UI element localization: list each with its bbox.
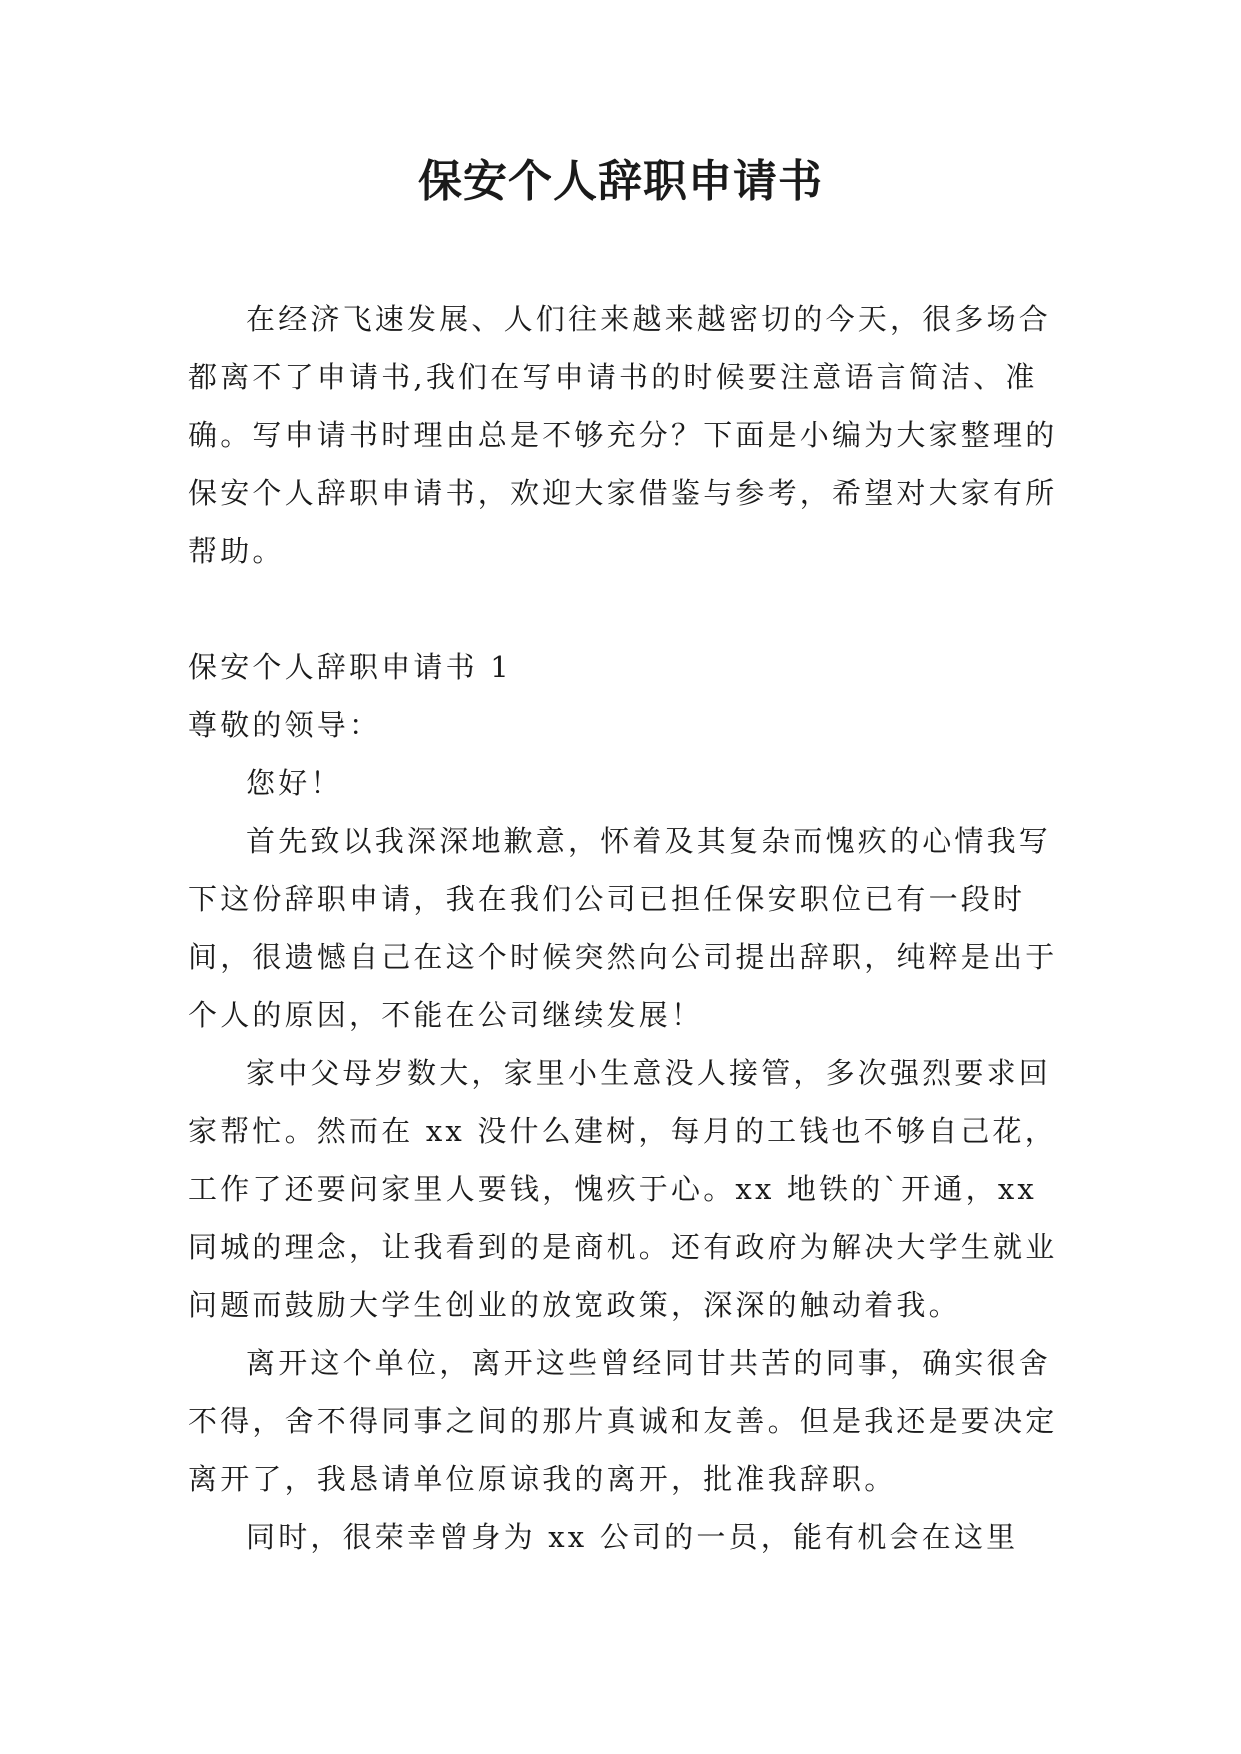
body-paragraph-4: 同时，很荣幸曾身为 xx 公司的一员，能有机会在这里 [246,1520,1019,1554]
document-title: 保安个人辞职申请书 [418,156,823,207]
body-paragraph-2: 家中父母岁数大，家里小生意没人接管，多次强烈要求回家帮忙。然而在 xx 没什么建树，每月的工钱也不够自己花，工作了还要问家里人要钱，愧疚于心。xx 地铁的`开通，xx 同城的理念，让我看到的是商机。还有政府为解决大学生就业问题而鼓励大学生创业的放宽政策，深深的触动着我。 [188,1056,1058,1322]
paragraph-gap [188,580,1068,638]
document-body [188,290,1068,1566]
body-paragraph-1: 首先致以我深深地歉意，怀着及其复杂而愧疚的心情我写下这份辞职申请，我在我们公司已担任保安职位已有一段时间，很遗憾自己在这个时候突然向公司提出辞职，纯粹是出于个人的原因，不能在公司继续发展！ [188,824,1058,1032]
salutation: 尊敬的领导： [188,708,382,742]
section-heading: 保安个人辞职申请书 1 [188,650,512,684]
intro-paragraph: 在经济飞速发展、人们往来越来越密切的今天，很多场合都离不了申请书,我们在写申请书的时候要注意语言简洁、准确。写申请书时理由总是不够充分？下面是小编为大家整理的保安个人辞职申请书，欢迎大家借鉴与参考，希望对大家有所帮助。 [188,302,1058,568]
greeting: 您好！ [246,766,343,800]
body-paragraph-3: 离开这个单位，离开这些曾经同甘共苦的同事，确实很舍不得，舍不得同事之间的那片真诚和友善。但是我还是要决定离开了，我恳请单位原谅我的离开，批准我辞职。 [188,1346,1058,1496]
